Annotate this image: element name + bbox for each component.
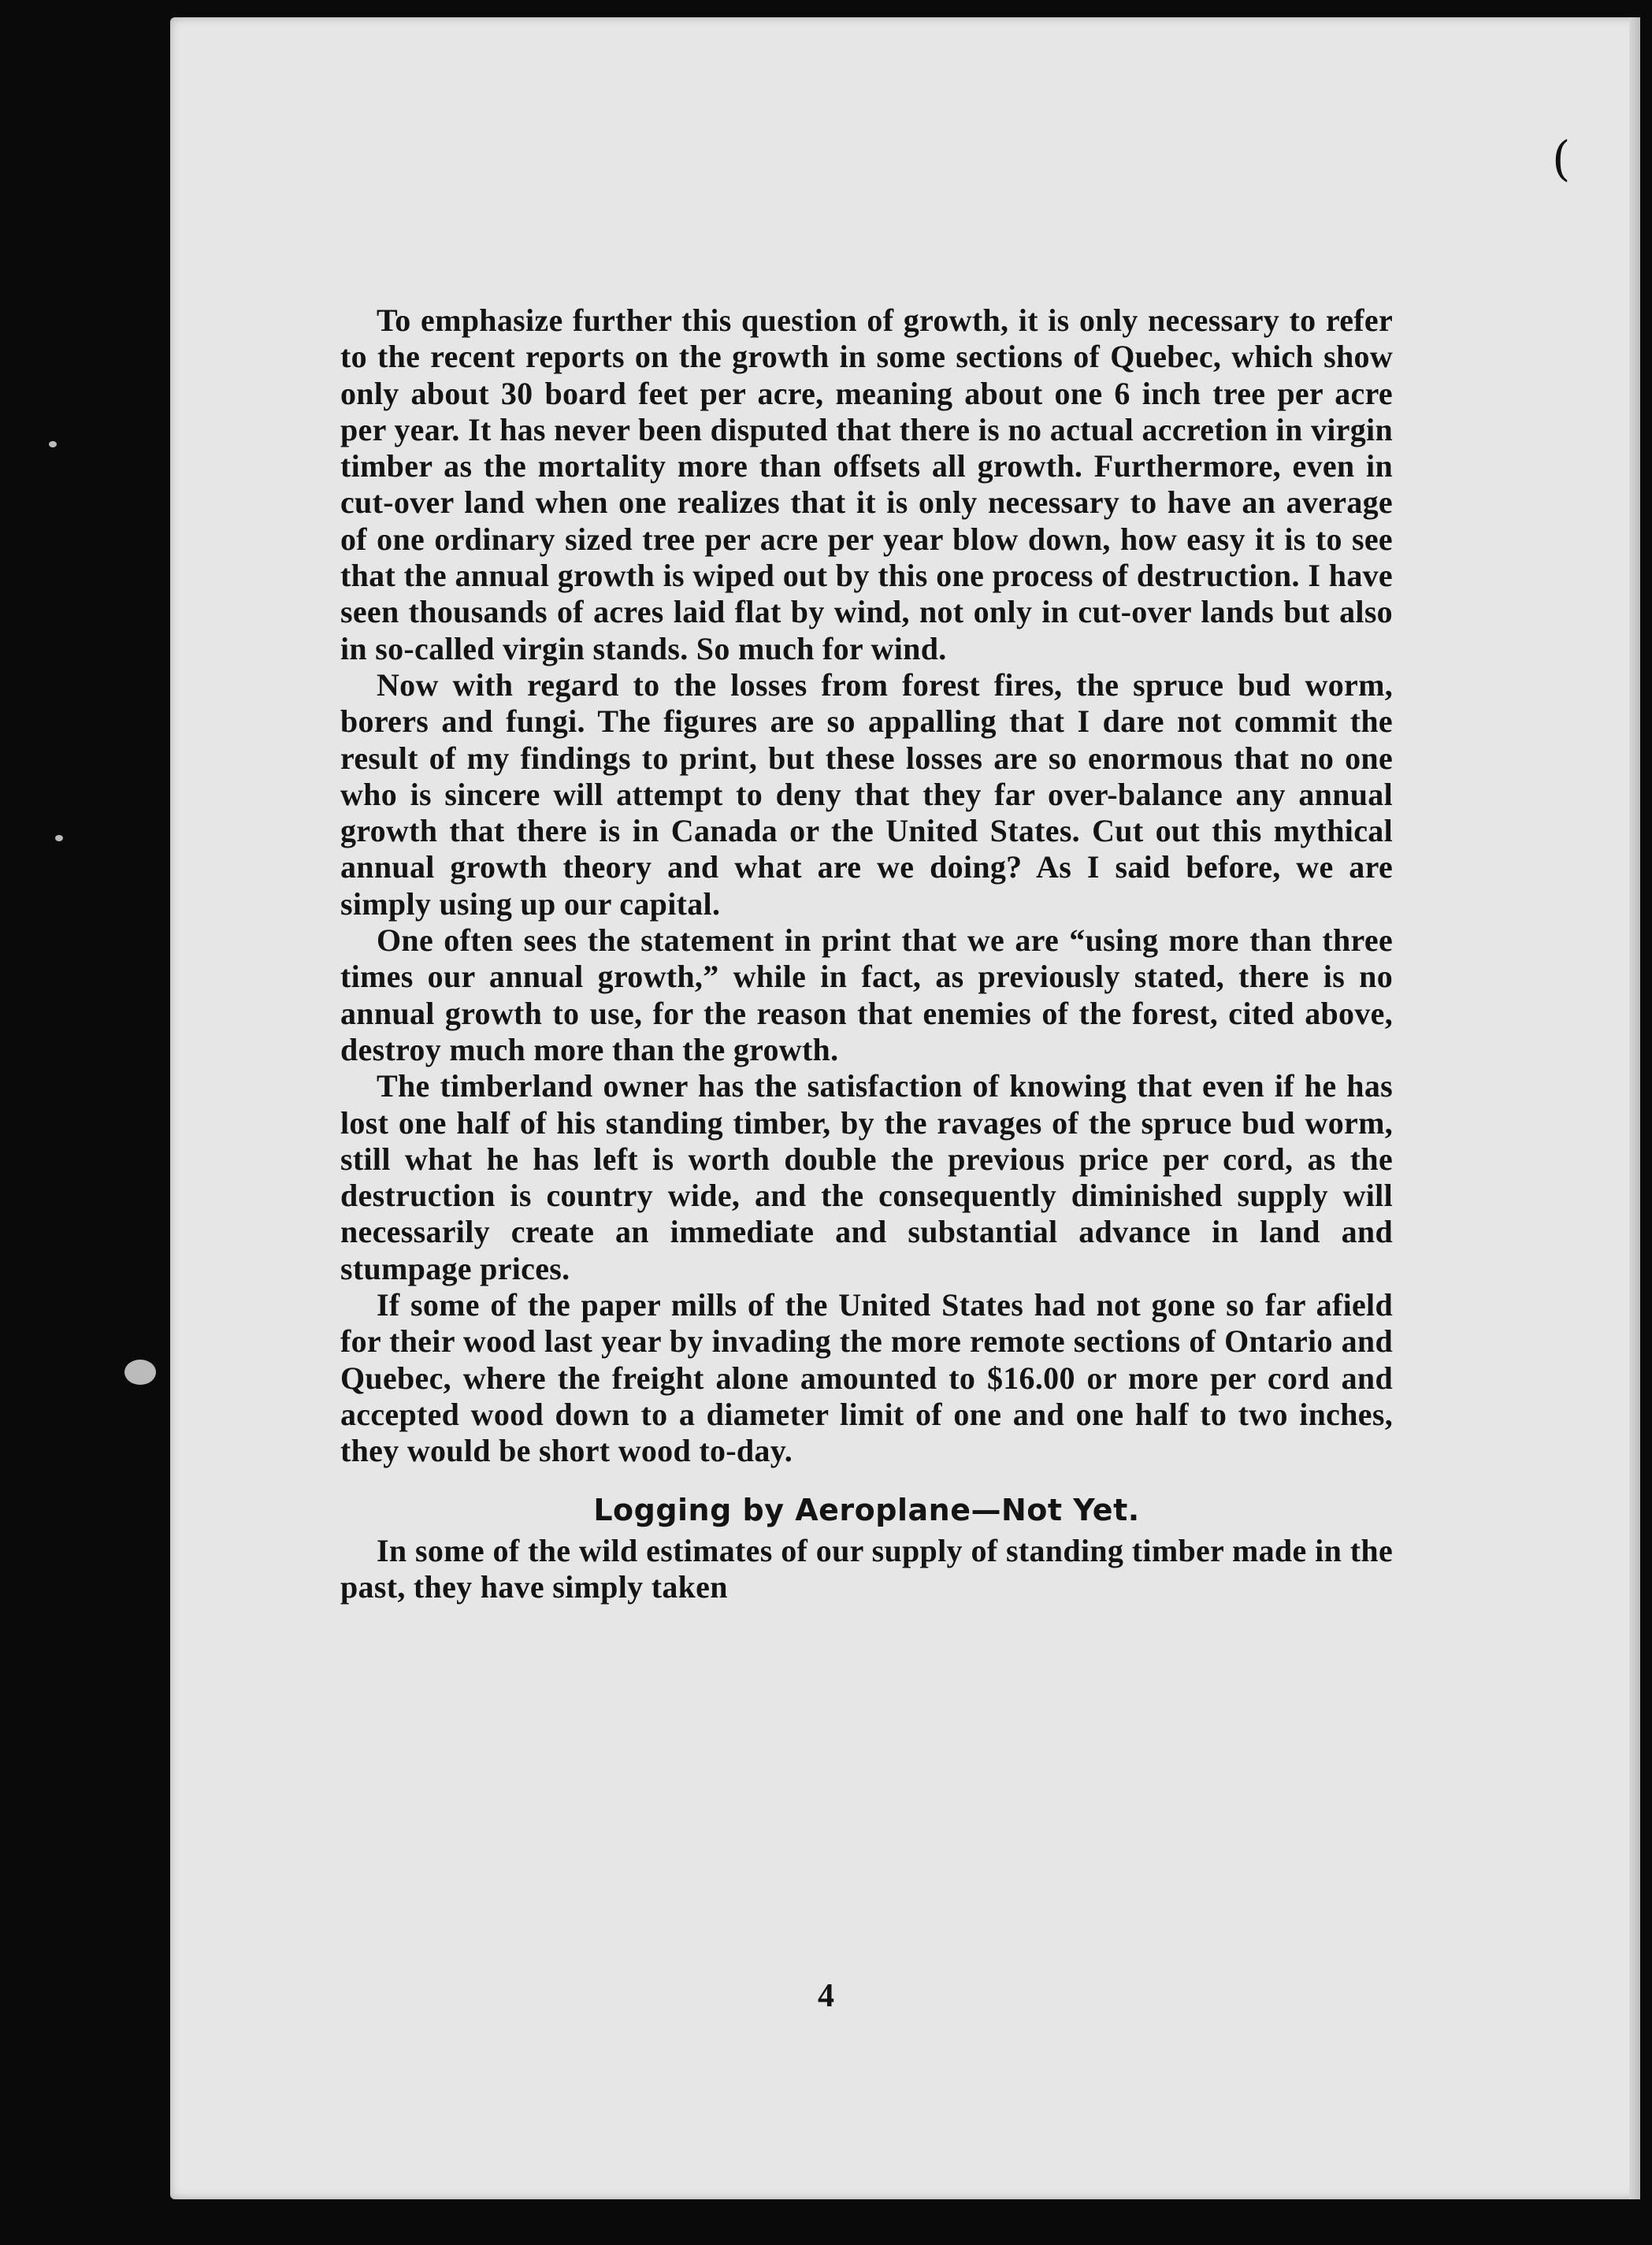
page-number: 4 xyxy=(818,1978,834,2014)
paragraph-losses: Now with regard to the losses from forest fires, the spruce bud worm, borers and fungi. The figures are so appalling that I dare not commit the result of my findings to print, but these losses are so enormous that no one who is sincere will attempt to deny that they far over-balance any annual growth that there is in Canada or the United States. Cut out this mythical annual growth theory and what are we doing? As I said before, we are simply using up our capital. xyxy=(340,666,1393,922)
paragraph-timberland-owner: The timberland owner has the satisfaction of knowing that even if he has lost one half of his standing timber, by the ravages of the spruce bud worm, still what he has left is worth double the previous price per cord, as the destruction is country wide, and the consequently diminished supply will necessarily create an immediate and substantial advance in land and stumpage prices. xyxy=(340,1068,1393,1286)
paragraph-estimates: In some of the wild estimates of our supply of standing timber made in the past, they have simply taken xyxy=(340,1532,1393,1605)
body-text xyxy=(340,302,1393,1605)
scan-speck xyxy=(49,441,57,447)
paragraph-growth: To emphasize further this question of growth, it is only necessary to refer to the recent reports on the growth in some sections of Quebec, which show only about 30 board feet per acre, meaning about one 6 inch tree per acre per year. It has never been disputed that there is no actual accretion in virgin timber as the mortality more than offsets all growth. Furthermore, even in cut-over land when one realizes that it is only necessary to have an average of one ordinary sized tree per acre per year blow down, how easy it is to see that the annual growth is wiped out by this one process of destruction. I have seen thousands of acres laid flat by wind, not only in cut-over lands but also in so-called virgin stands. So much for wind. xyxy=(340,302,1393,666)
corner-mark: ( xyxy=(1552,132,1571,187)
paragraph-statement: One often sees the statement in print that we are “using more than three times our annual growth,” while in fact, as previously stated, there is no annual growth to use, for the reason that enemies of the forest, cited above, destroy much more than the growth. xyxy=(340,922,1393,1067)
scan-speck xyxy=(55,835,63,841)
section-heading: Logging by Aeroplane—Not Yet. xyxy=(593,1492,1140,1527)
scan-speck xyxy=(124,1360,156,1385)
paragraph-paper-mills: If some of the paper mills of the United States had not gone so far afield for their wood last year by invading the more remote sections of Ontario and Quebec, where the freight alone amounted to $16.00 or more per cord and accepted wood down to a diameter limit of one and one half to two inches, they would be short wood to-day. xyxy=(340,1287,1393,1469)
page-edge xyxy=(1629,17,1640,2199)
